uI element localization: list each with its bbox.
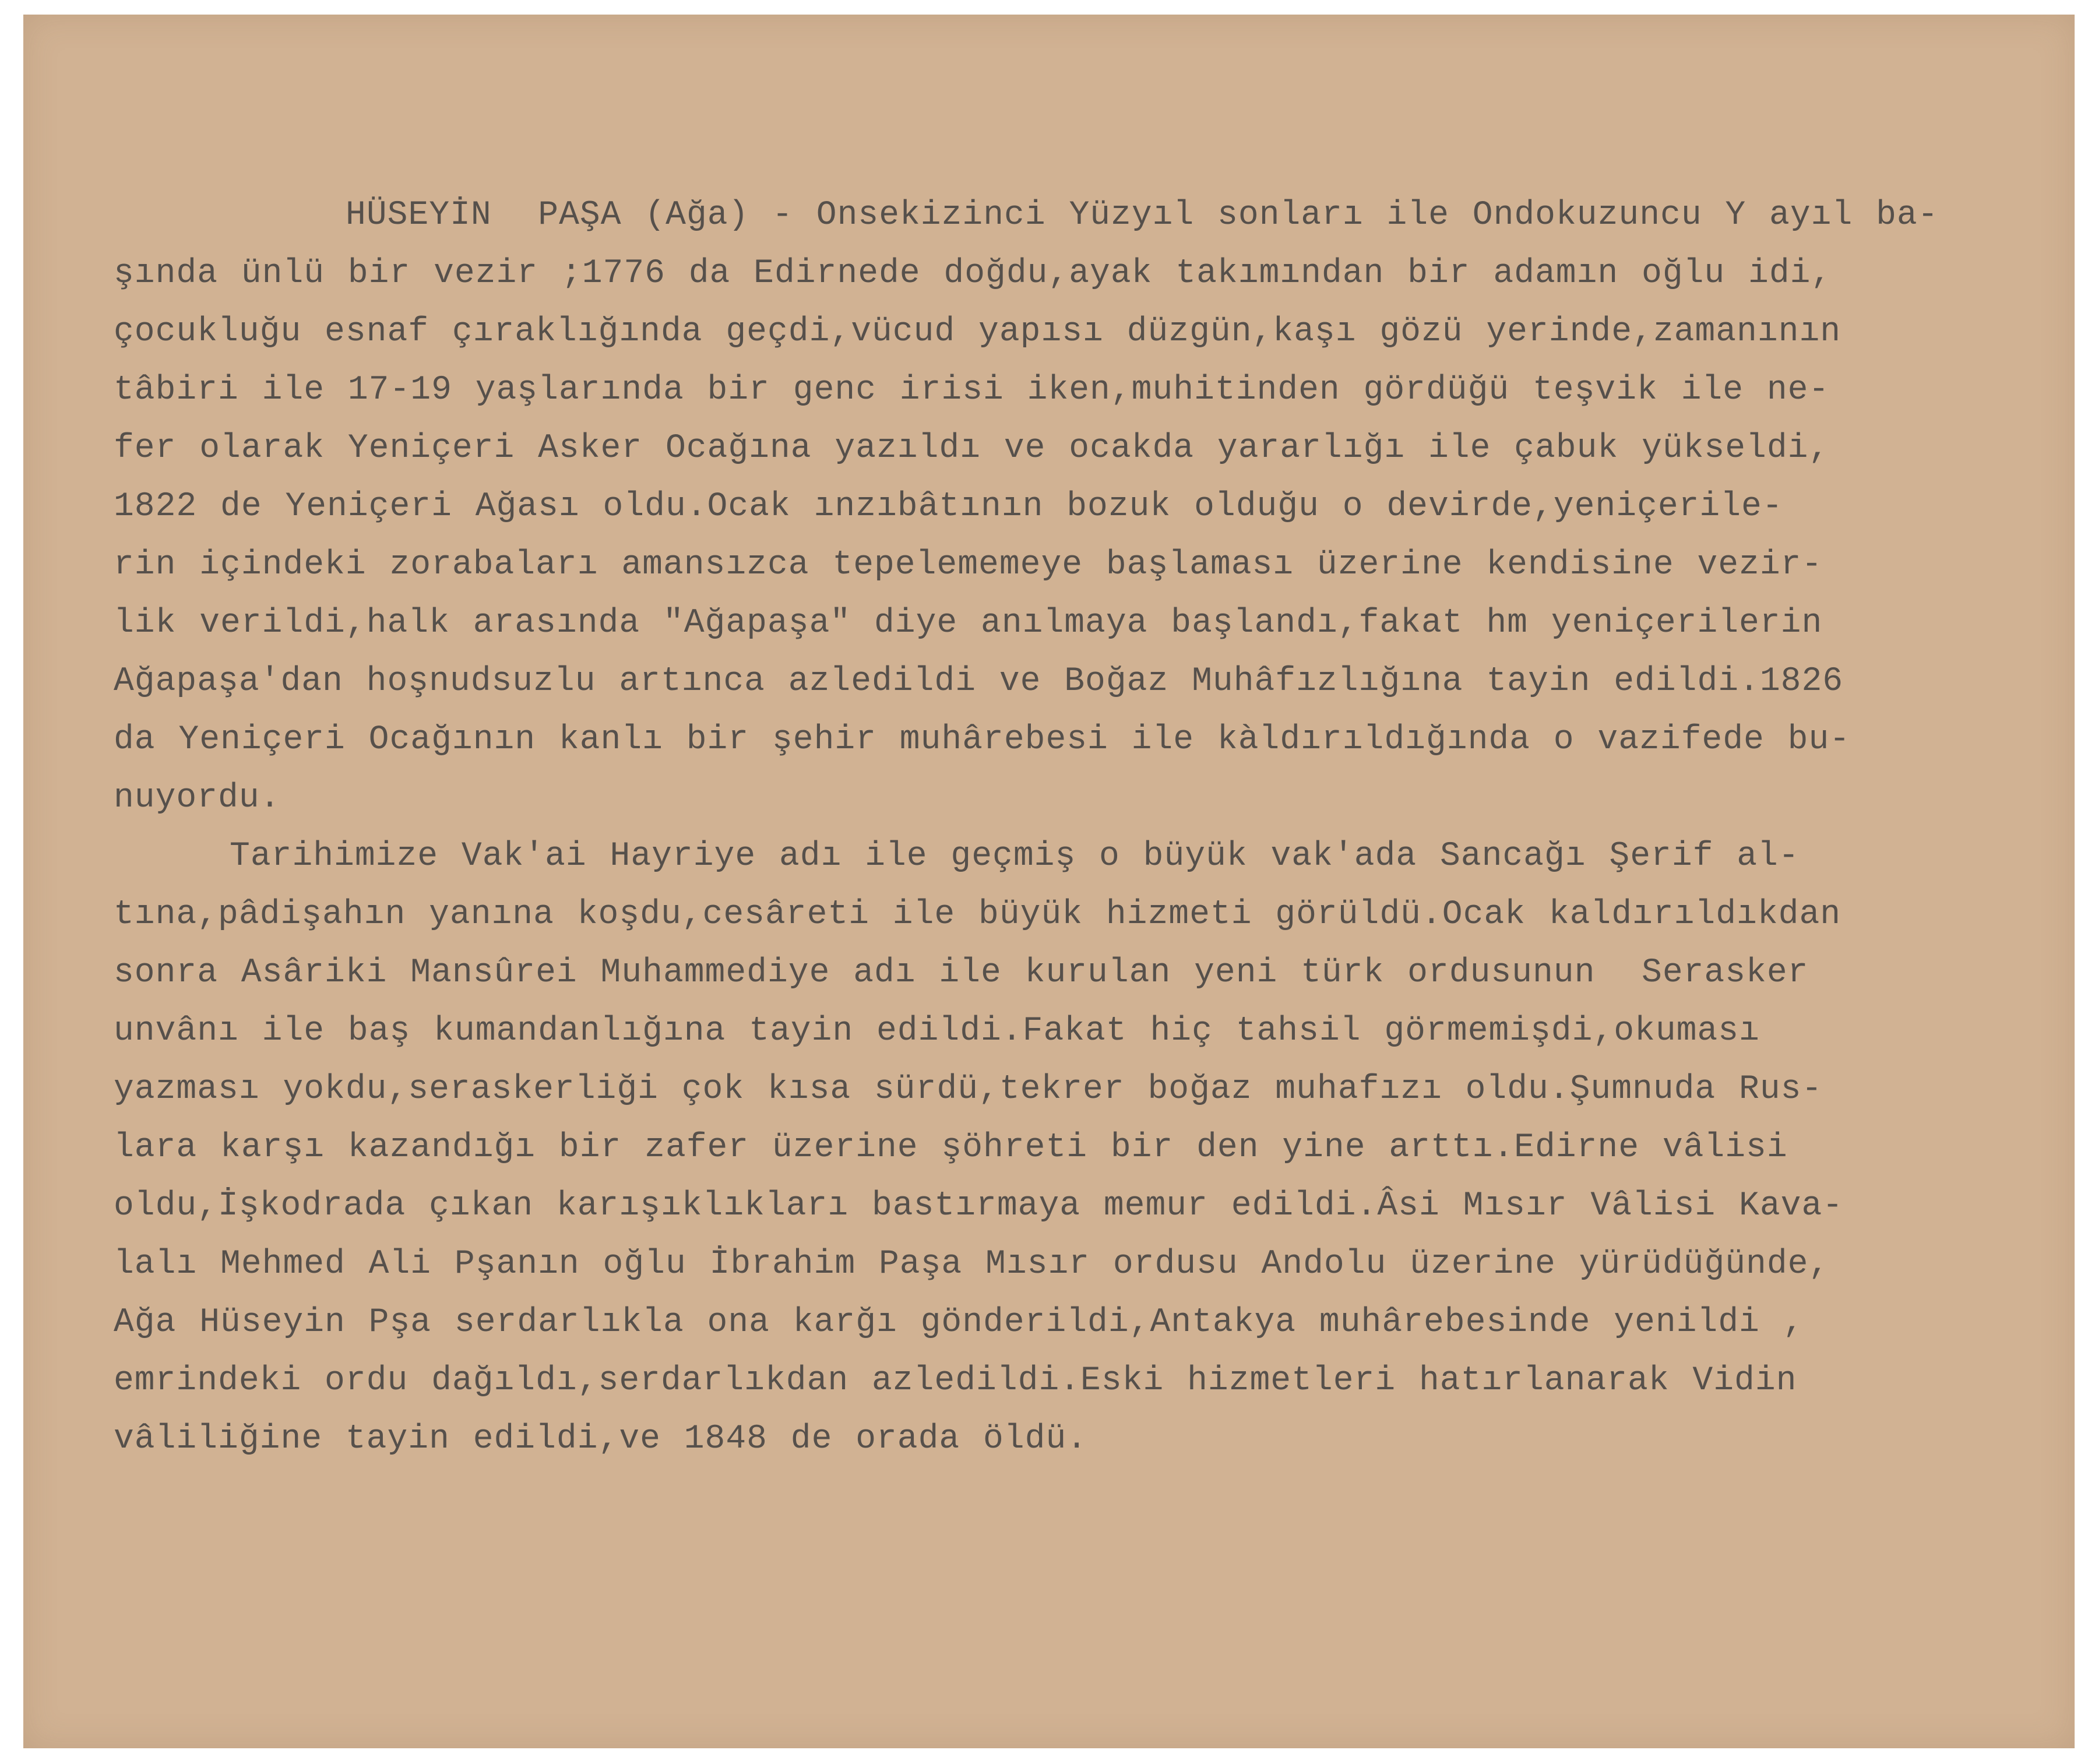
typed-text-block xyxy=(114,186,2095,1469)
text-line: oldu,İşkodrada çıkan karışıklıkları bastırmaya memur edildi.Âsi Mısır Vâlisi Kava- xyxy=(114,1187,1844,1225)
text-line: nuyordu. xyxy=(114,779,281,817)
text-line: tına,pâdişahın yanına koşdu,cesâreti ile büyük hizmeti görüldü.Ocak kaldırıldıkdan xyxy=(114,896,1842,934)
text-line: şında ünlü bir vezir ;1776 da Edirnede doğdu,ayak takımından bir adamın oğlu idi, xyxy=(114,255,1832,293)
text-line: unvânı ile baş kumandanlığına tayin edildi.Fakat hiç tahsil görmemişdi,okuması xyxy=(114,1012,1760,1050)
text-line: çocukluğu esnaf çıraklığında geçdi,vücud yapısı düzgün,kaşı gözü yerinde,zamanının xyxy=(114,313,1842,351)
text-line: Ağapaşa'dan hoşnudsuzlu artınca azledildi ve Boğaz Muhâfızlığına tayin edildi.1826 xyxy=(114,663,1844,700)
text-line: yazması yokdu,seraskerliği çok kısa sürdü,tekrer boğaz muhafızı oldu.Şumnuda Rus- xyxy=(114,1071,1823,1108)
text-line: tâbiri ile 17-19 yaşlarında bir genc irisi iken,muhitinden gördüğü teşvik ile ne- xyxy=(114,371,1830,409)
text-line: rin içindeki zorabaları amansızca tepelememeye başlaması üzerine kendisine vezir- xyxy=(114,546,1823,584)
text-line: sonra Asâriki Mansûrei Muhammediye adı ile kurulan yeni türk ordusunun Serasker xyxy=(114,954,1809,992)
text-line: lalı Mehmed Ali Pşanın oğlu İbrahim Paşa Mısır ordusu Andolu üzerine yürüdüğünde, xyxy=(114,1245,1830,1283)
text-line: Tarihimize Vak'ai Hayriye adı ile geçmiş o büyük vak'ada Sancağı Şerif al- xyxy=(114,837,1800,875)
text-line: lara karşı kazandığı bir zafer üzerine şöhreti bir den yine arttı.Edirne vâlisi xyxy=(114,1129,1788,1167)
typed-paper-sheet xyxy=(23,15,2075,1748)
text-line: fer olarak Yeniçeri Asker Ocağına yazıldı ve ocakda yararlığı ile çabuk yükseldi, xyxy=(114,429,1830,467)
text-line: HÜSEYİN PAŞA (Ağa) - Onsekizinci Yüzyıl sonları ile Ondokuzuncu Y ayıl ba- xyxy=(114,196,1939,234)
text-line: emrindeki ordu dağıldı,serdarlıkdan azledildi.Eski hizmetleri hatırlanarak Vidin xyxy=(114,1362,1797,1400)
text-line: vâliliğine tayin edildi,ve 1848 de orada öldü. xyxy=(114,1420,1088,1458)
text-line: 1822 de Yeniçeri Ağası oldu.Ocak ınzıbâtının bozuk olduğu o devirde,yeniçerile- xyxy=(114,488,1783,526)
text-line: da Yeniçeri Ocağının kanlı bir şehir muhârebesi ile kàldırıldığında o vazifede bu- xyxy=(114,721,1851,759)
text-line: lik verildi,halk arasında "Ağapaşa" diye anılmaya başlandı,fakat hm yeniçerilerin xyxy=(114,604,1823,642)
text-line: Ağa Hüseyin Pşa serdarlıkla ona karğı gönderildi,Antakya muhârebesinde yenildi , xyxy=(114,1304,1804,1342)
